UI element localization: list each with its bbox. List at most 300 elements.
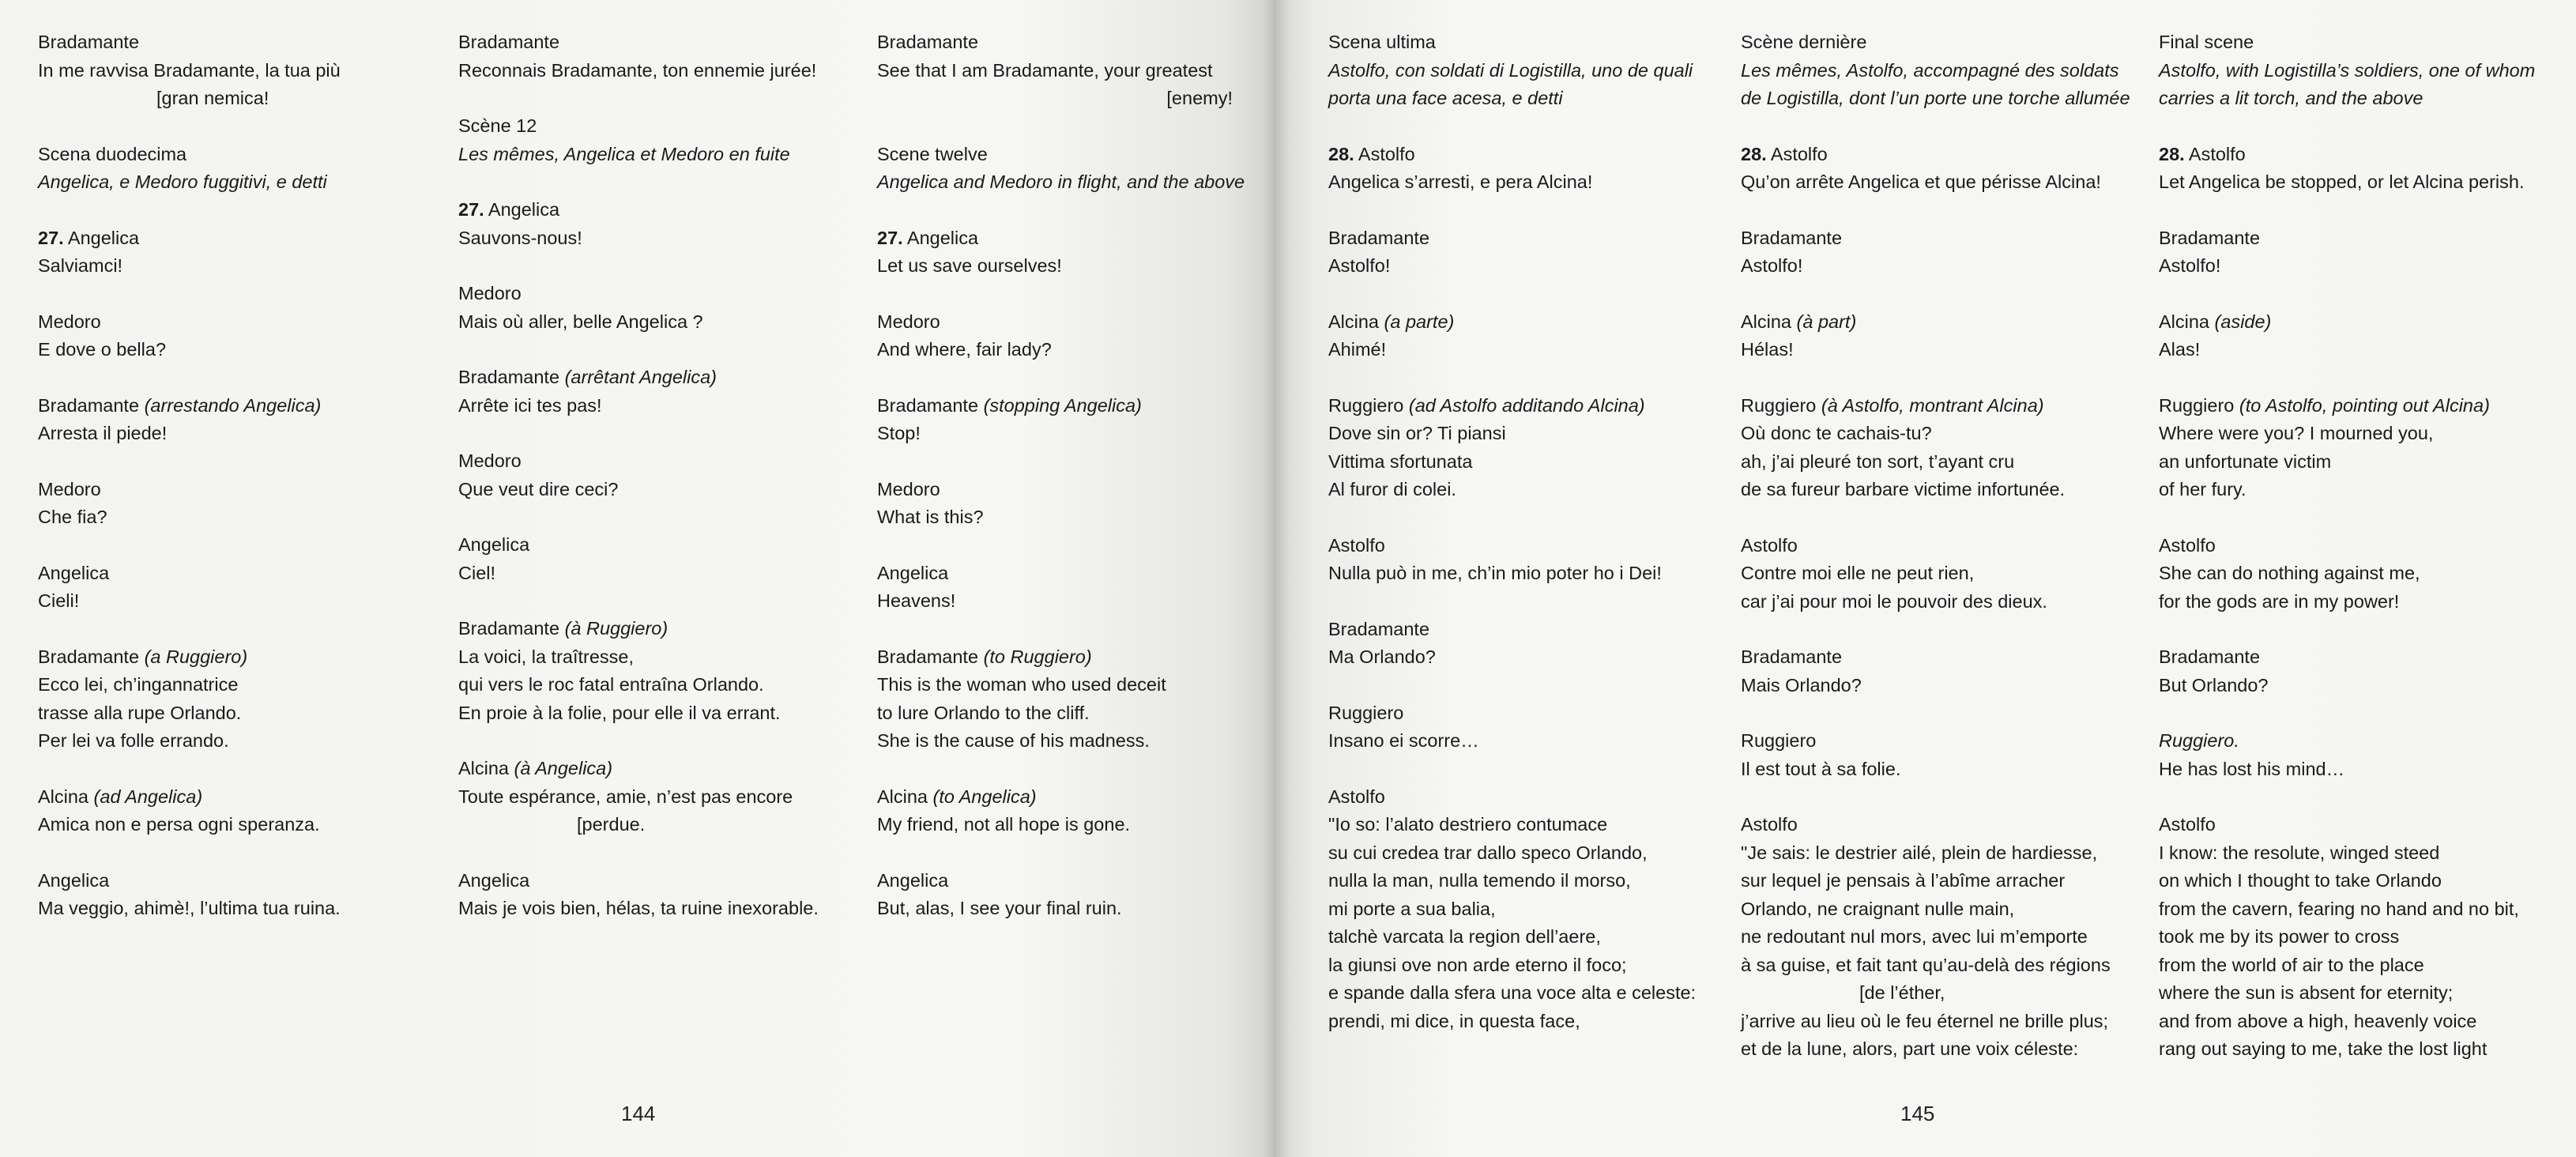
- line-text: Astolfo: [1741, 814, 1798, 835]
- line-text: Scena duodecima: [38, 143, 187, 164]
- speaker-or-heading: [877, 560, 1248, 588]
- text-line: [1328, 895, 1739, 924]
- line-text: e spande dalla sfera una voce alta e celeste:: [1328, 982, 1697, 1003]
- text-line: [2159, 85, 2562, 113]
- text-line: [1328, 1008, 1739, 1036]
- text-line: [1741, 420, 2144, 448]
- text-line: [458, 476, 853, 504]
- line-text: Medoro: [38, 311, 101, 332]
- line-text: E dove o bella?: [38, 339, 167, 360]
- speech-block: [38, 560, 433, 616]
- speaker-or-heading: [1328, 224, 1739, 253]
- speaker-or-heading: [1328, 699, 1739, 728]
- line-text: Bradamante: [38, 32, 140, 52]
- speaker-or-heading: [458, 615, 853, 643]
- text-line: [2159, 1035, 2562, 1064]
- speech-block: [458, 112, 853, 168]
- speech-block: [2159, 643, 2562, 699]
- speech-block: [2159, 308, 2562, 364]
- speech-block: [458, 447, 853, 503]
- text-line: [458, 392, 853, 420]
- speaker-or-heading: [2159, 727, 2562, 756]
- line-text: Bradamante: [458, 367, 565, 387]
- page-number-left: 144: [621, 1102, 656, 1125]
- speech-block: [38, 141, 433, 197]
- speaker-or-heading: [877, 141, 1248, 169]
- text-line: [1741, 1008, 2144, 1036]
- stage-direction: (arrêtant Angelica): [564, 367, 717, 387]
- line-text: Astolfo: [2159, 534, 2216, 556]
- line-text: to lure Orlando to the cliff.: [877, 702, 1090, 723]
- line-text: Alcina: [1741, 311, 1797, 332]
- line-text: Angelica: [458, 869, 530, 891]
- line-text: Bradamante: [1328, 618, 1430, 639]
- line-text: car j’ai pour moi le pouvoir des dieux.: [1741, 590, 2047, 612]
- speech-block: [38, 867, 433, 923]
- text-line: [2159, 168, 2562, 197]
- line-text: Astolfo!: [2159, 255, 2221, 276]
- line-text: En proie à la folie, pour elle il va errant.: [458, 702, 781, 723]
- text-line: [1741, 979, 2144, 1008]
- line-text: Alcina: [458, 758, 514, 778]
- speech-block: [458, 364, 853, 420]
- stage-direction: (à part): [1796, 311, 1857, 332]
- line-text: Bradamante: [2159, 227, 2261, 248]
- line-text: ah, j’ai pleuré ton sort, t’ayant cru: [1741, 450, 2015, 472]
- speech-block: [877, 867, 1248, 923]
- line-text: took me by its power to cross: [2159, 926, 2400, 947]
- line-text: My friend, not all hope is gone.: [877, 814, 1131, 835]
- line-text: de Logistilla, dont l’un porte une torche allumée: [1741, 88, 2130, 108]
- text-line: [38, 699, 433, 728]
- speaker-or-heading: [877, 28, 1248, 57]
- line-text: Angelica: [38, 562, 110, 583]
- speech-block: [1328, 224, 1739, 281]
- line-text: Toute espérance, amie, n’est pas encore: [458, 786, 793, 807]
- line-text: Scene twelve: [877, 143, 988, 164]
- line-text: She is the cause of his madness.: [877, 730, 1150, 751]
- number-label: 27.: [38, 227, 64, 248]
- speaker-or-heading: [1741, 727, 2144, 756]
- line-text: Bradamante: [1741, 227, 1843, 248]
- speech-block: [1741, 28, 2144, 113]
- line-text: And where, fair lady?: [877, 339, 1052, 360]
- line-text: j’arrive au lieu où le feu éternel ne brille plus;: [1741, 1010, 2109, 1031]
- speech-block: [458, 531, 853, 587]
- line-text: et de la lune, alors, part une voix céleste:: [1741, 1038, 2079, 1059]
- line-text: Ma veggio, ahimè!, l’ultima tua ruina.: [38, 898, 341, 918]
- speech-block: [1328, 532, 1739, 588]
- line-text: of her fury.: [2159, 479, 2246, 499]
- text-line: [2159, 560, 2562, 588]
- speaker-or-heading: [38, 783, 433, 812]
- line-text: su cui credea trar dallo speco Orlando,: [1328, 842, 1648, 863]
- speaker-or-heading: [877, 392, 1248, 420]
- line-text: She can do nothing against me,: [2159, 563, 2420, 583]
- speech-block: [2159, 28, 2562, 113]
- line-text: Che fia?: [38, 507, 107, 527]
- speaker-or-heading: [1328, 392, 1739, 420]
- line-text: rang out saying to me, take the lost light: [2159, 1038, 2487, 1059]
- line-text: Medoro: [877, 311, 940, 332]
- speech-block: [458, 280, 853, 336]
- speech-block: [38, 783, 433, 839]
- italian-column-right: [1328, 28, 1739, 1063]
- speaker-or-heading: [877, 308, 1248, 337]
- text-line: [877, 895, 1248, 923]
- line-text: Medoro: [458, 450, 522, 471]
- speech-block: [877, 141, 1248, 197]
- speech-block: [877, 308, 1248, 364]
- stage-direction: (à Astolfo, montrant Alcina): [1821, 394, 2044, 416]
- line-text: Astolfo: [1328, 534, 1385, 556]
- text-line: [1741, 85, 2144, 113]
- text-line: [458, 224, 853, 253]
- stage-direction: (ad Astolfo additando Alcina): [1408, 394, 1645, 416]
- line-text: for the gods are in my power!: [2159, 590, 2400, 612]
- text-line: [2159, 476, 2562, 504]
- line-text: Astolfo: [1328, 786, 1385, 807]
- speaker-or-heading: [1741, 532, 2144, 560]
- line-text: But, alas, I see your final ruin.: [877, 898, 1122, 918]
- line-text: Que veut dire ceci?: [458, 478, 619, 499]
- text-line: [38, 587, 433, 616]
- text-line: [2159, 979, 2562, 1008]
- line-text: Ruggiero: [1741, 394, 1821, 416]
- text-line: [1741, 952, 2144, 980]
- line-text: Bradamante: [38, 394, 145, 416]
- speaker-or-heading: [458, 364, 853, 392]
- speech-block: [458, 867, 853, 923]
- line-text: prendi, mi dice, in questa face,: [1328, 1010, 1580, 1031]
- text-line: [2159, 867, 2562, 895]
- line-text: and from above a high, heavenly voice: [2159, 1010, 2477, 1031]
- text-line: [877, 587, 1248, 616]
- text-line: [1741, 839, 2144, 868]
- speech-block: [38, 224, 433, 281]
- text-line: [1328, 57, 1739, 85]
- line-text: Il est tout à sa folie.: [1741, 758, 1901, 779]
- speaker-or-heading: [458, 531, 853, 560]
- text-line: [1328, 448, 1739, 477]
- speech-block: [458, 196, 853, 252]
- text-line: [38, 85, 433, 113]
- text-line: [1328, 168, 1739, 197]
- speech-block: [2159, 392, 2562, 504]
- speech-block: [38, 308, 433, 364]
- text-line: [877, 252, 1248, 281]
- line-text: Angelica: [38, 869, 110, 891]
- text-line: [458, 895, 853, 923]
- line-text: qui vers le roc fatal entraîna Orlando.: [458, 674, 764, 695]
- line-text: Scène 12: [458, 115, 537, 136]
- speaker-or-heading: [38, 476, 433, 504]
- text-line: [458, 57, 853, 85]
- line-text: Bradamante: [458, 32, 560, 52]
- speaker-or-heading: [458, 28, 853, 57]
- speaker-or-heading: [1741, 28, 2144, 57]
- line-text: from the cavern, fearing no hand and no bit,: [2159, 898, 2519, 919]
- line-text: Amica non e persa ogni speranza.: [38, 814, 320, 835]
- speech-block: [1328, 308, 1739, 364]
- speaker-name: Astolfo: [1354, 143, 1415, 164]
- line-text: Where were you? I mourned you,: [2159, 423, 2434, 443]
- line-text: But Orlando?: [2159, 674, 2269, 695]
- line-text: Ma Orlando?: [1328, 646, 1436, 667]
- text-line: [1741, 476, 2144, 504]
- text-line: [1741, 672, 2144, 700]
- text-line: [877, 420, 1248, 448]
- text-line: [877, 85, 1248, 113]
- line-text: I know: the resolute, winged steed: [2159, 842, 2440, 863]
- text-line: [1328, 979, 1739, 1008]
- speaker-name: Angelica: [484, 199, 560, 220]
- speaker-or-heading: [2159, 28, 2562, 57]
- line-text: Scena ultima: [1328, 32, 1436, 52]
- line-text: Angelica and Medoro in flight, and the above: [877, 171, 1245, 192]
- text-line: [458, 699, 853, 728]
- stage-direction: (to Angelica): [932, 786, 1037, 807]
- numbered-heading: [1328, 141, 1739, 169]
- stage-direction: (ad Angelica): [93, 786, 203, 807]
- speech-block: [877, 392, 1248, 448]
- speaker-or-heading: [38, 867, 433, 895]
- speaker-or-heading: [1741, 643, 2144, 672]
- text-line: [1328, 336, 1739, 364]
- speech-block: [877, 476, 1248, 532]
- line-text: "Je sais: le destrier ailé, plein de hardiesse,: [1741, 842, 2098, 863]
- speech-block: [458, 28, 853, 85]
- stage-direction: (stopping Angelica): [983, 394, 1142, 416]
- line-text: Astolfo: [2159, 814, 2216, 835]
- text-line: [1328, 727, 1739, 756]
- text-line: [877, 811, 1248, 839]
- line-text: Scène dernière: [1741, 32, 1867, 52]
- speaker-or-heading: [877, 867, 1248, 895]
- french-column-right: [1741, 28, 2144, 1091]
- speaker-or-heading: [1328, 308, 1739, 337]
- text-line: [1328, 252, 1739, 281]
- line-text: Astolfo: [1741, 534, 1798, 556]
- speaker-name: Astolfo: [2184, 143, 2246, 164]
- line-text: La voici, la traîtresse,: [458, 646, 635, 667]
- speech-block: [1741, 532, 2144, 616]
- line-text: This is the woman who used deceit: [877, 674, 1166, 695]
- speech-block: [1741, 224, 2144, 281]
- text-line: [2159, 588, 2562, 616]
- line-text: [enemy!: [1166, 88, 1233, 108]
- line-text: He has lost his mind…: [2159, 758, 2345, 779]
- speech-block: [1741, 392, 2144, 504]
- text-line: [38, 57, 433, 85]
- text-line: [458, 671, 853, 699]
- line-text: Nulla può in me, ch’in mio poter ho i Dei!: [1328, 563, 1662, 583]
- speaker-or-heading: [38, 141, 433, 169]
- stage-direction: (a parte): [1384, 311, 1455, 332]
- text-line: [1741, 588, 2144, 616]
- speaker-name: Angelica: [63, 227, 140, 248]
- speaker-or-heading: [458, 867, 853, 895]
- speech-block: [877, 560, 1248, 616]
- speech-block: [877, 224, 1248, 281]
- line-text: Bradamante: [458, 618, 565, 639]
- text-line: [38, 420, 433, 448]
- line-text: Hélas!: [1741, 339, 1794, 360]
- speech-block: [38, 28, 433, 113]
- text-line: [38, 671, 433, 699]
- line-text: Contre moi elle ne peut rien,: [1741, 563, 1975, 583]
- right-page: [1276, 0, 2576, 1157]
- line-text: Astolfo!: [1741, 255, 1803, 276]
- speech-block: [1741, 811, 2144, 1064]
- line-text: Arrête ici tes pas!: [458, 394, 602, 416]
- text-line: [1328, 643, 1739, 672]
- line-text: "Io so: l’alato destriero contumace: [1328, 814, 1608, 835]
- line-text: Astolfo!: [1328, 255, 1391, 276]
- line-text: Let us save ourselves!: [877, 255, 1062, 276]
- french-column-left: [458, 28, 853, 951]
- number-label: 28.: [2159, 143, 2185, 164]
- text-line: [1328, 420, 1739, 448]
- text-line: [1741, 57, 2144, 85]
- speech-block: [877, 28, 1248, 113]
- speech-block: [2159, 532, 2562, 616]
- speaker-or-heading: [2159, 392, 2562, 420]
- line-text: Alcina: [1328, 311, 1384, 332]
- text-line: [2159, 336, 2562, 364]
- numbered-heading: [38, 224, 433, 253]
- line-text: Ruggiero: [2159, 394, 2239, 416]
- line-text: Final scene: [2159, 32, 2254, 52]
- speech-block: [2159, 141, 2562, 197]
- speech-block: [2159, 727, 2562, 783]
- line-text: Angelica s’arresti, e pera Alcina!: [1328, 171, 1593, 192]
- line-text: Medoro: [38, 478, 101, 499]
- speech-block: [1328, 28, 1739, 113]
- line-text: Bradamante: [2159, 646, 2261, 667]
- line-text: Alcina: [2159, 311, 2215, 332]
- text-line: [1741, 168, 2144, 197]
- speaker-or-heading: [2159, 811, 2562, 839]
- number-label: 28.: [1741, 143, 1767, 164]
- line-text: Let Angelica be stopped, or let Alcina perish.: [2159, 171, 2525, 192]
- speaker-or-heading: [877, 783, 1248, 812]
- number-label: 28.: [1328, 143, 1354, 164]
- line-text: Qu’on arrête Angelica et que périsse Alcina!: [1741, 171, 2101, 192]
- text-line: [2159, 672, 2562, 700]
- text-line: [1741, 252, 2144, 281]
- line-text: porta una face acesa, e detti: [1328, 88, 1563, 108]
- stage-direction: (à Angelica): [514, 758, 613, 778]
- text-line: [458, 560, 853, 588]
- speech-block: [1741, 308, 2144, 364]
- line-text: nulla la man, nulla temendo il morso,: [1328, 870, 1631, 891]
- text-line: [38, 811, 433, 839]
- line-text: Salviamci!: [38, 255, 123, 276]
- numbered-heading: [2159, 141, 2562, 169]
- text-line: [458, 783, 853, 812]
- line-text: Les mêmes, Astolfo, accompagné des soldats: [1741, 59, 2119, 81]
- stage-direction: (to Ruggiero): [983, 646, 1092, 667]
- text-line: [1741, 867, 2144, 895]
- line-text: Alcina: [877, 786, 933, 807]
- text-line: [38, 895, 433, 923]
- line-text: trasse alla rupe Orlando.: [38, 702, 242, 723]
- line-text: Reconnais Bradamante, ton ennemie jurée!: [458, 59, 817, 81]
- line-text: talchè varcata la region dell’aere,: [1328, 926, 1601, 947]
- text-line: [458, 308, 853, 337]
- text-line: [1328, 952, 1739, 980]
- text-line: [1741, 895, 2144, 924]
- text-line: [1741, 560, 2144, 588]
- text-line: [1328, 923, 1739, 952]
- speaker-or-heading: [38, 308, 433, 337]
- speech-block: [458, 615, 853, 727]
- text-line: [2159, 952, 2562, 980]
- speech-block: [1328, 616, 1739, 672]
- text-line: [2159, 923, 2562, 952]
- line-text: Ruggiero: [1741, 730, 1817, 751]
- speaker-or-heading: [1741, 811, 2144, 839]
- line-text: Ahimé!: [1328, 339, 1387, 360]
- text-line: [2159, 420, 2562, 448]
- speaker-or-heading: [1328, 532, 1739, 560]
- text-line: [2159, 448, 2562, 477]
- stage-direction: (à Ruggiero): [564, 618, 668, 639]
- line-text: Orlando, ne craignant nulle main,: [1741, 898, 2015, 919]
- line-text: Ruggiero: [1328, 702, 1404, 723]
- speech-block: [2159, 224, 2562, 281]
- line-text: carries a lit torch, and the above: [2159, 88, 2423, 108]
- text-line: [2159, 1008, 2562, 1036]
- line-text: la giunsi ove non arde eterno il foco;: [1328, 954, 1627, 975]
- speech-block: [38, 392, 433, 448]
- text-line: [2159, 839, 2562, 868]
- line-text: Arresta il piede!: [38, 423, 168, 443]
- text-line: [1328, 839, 1739, 868]
- line-text: Angelica, e Medoro fuggitivi, e detti: [38, 171, 327, 192]
- line-text: Les mêmes, Angelica et Medoro en fuite: [458, 143, 790, 164]
- line-text: Angelica: [877, 869, 949, 891]
- text-line: [38, 503, 433, 532]
- line-text: Stop!: [877, 423, 921, 443]
- speech-block: [458, 755, 853, 839]
- speech-block: [1741, 643, 2144, 699]
- line-text: Al furor di colei.: [1328, 479, 1456, 499]
- line-text: Angelica: [458, 534, 530, 555]
- number-label: 27.: [877, 227, 903, 248]
- english-column-right: [2159, 28, 2562, 1091]
- text-line: [877, 168, 1248, 197]
- line-text: Ecco lei, ch’ingannatrice: [38, 674, 239, 695]
- line-text: Medoro: [458, 283, 522, 303]
- line-text: [gran nemica!: [156, 88, 269, 108]
- text-line: [2159, 756, 2562, 784]
- text-line: [1328, 560, 1739, 588]
- speaker-or-heading: [1328, 28, 1739, 57]
- line-text: an unfortunate victim: [2159, 450, 2332, 472]
- text-line: [877, 503, 1248, 532]
- text-line: [1741, 923, 2144, 952]
- speech-block: [2159, 811, 2562, 1064]
- text-line: [38, 252, 433, 281]
- line-text: Cieli!: [38, 590, 80, 611]
- text-line: [38, 168, 433, 197]
- line-text: de sa fureur barbare victime infortunée.: [1741, 479, 2066, 499]
- italian-column-left: [38, 28, 433, 951]
- text-line: [2159, 57, 2562, 85]
- speaker-or-heading: [38, 643, 433, 672]
